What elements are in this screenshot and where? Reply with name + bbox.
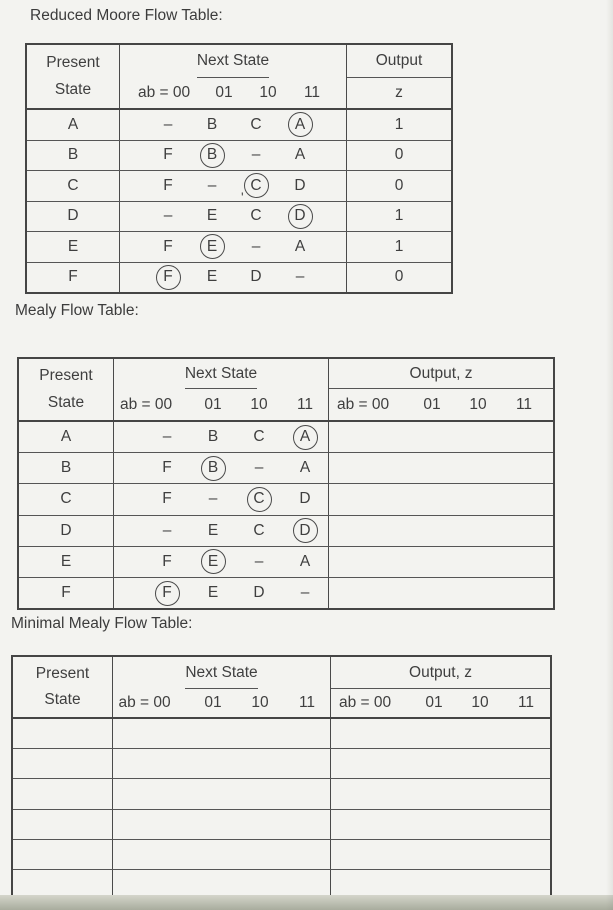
ab-00-label: ab = 00 (118, 694, 171, 711)
scan-artifact-mark: ' (241, 189, 244, 205)
output-header (329, 359, 553, 420)
next-00: F (162, 490, 172, 508)
moore-flow-table (25, 43, 453, 294)
output-cell (329, 422, 553, 452)
present-state-cell (13, 779, 112, 808)
next-11: D (288, 204, 313, 229)
present-state-cell: C (60, 490, 72, 508)
output-header (331, 657, 550, 717)
next-state-cells (113, 578, 329, 608)
next-state-cells (113, 453, 329, 483)
present-state-cell (13, 840, 112, 869)
ab-00-label: ab = 00 (337, 395, 390, 413)
next-11: – (300, 584, 310, 602)
output-combination-row (329, 389, 553, 420)
next-10: – (254, 459, 264, 477)
present-state-header (27, 45, 119, 108)
col-01-label: 01 (425, 694, 443, 711)
next-00: F (156, 265, 181, 290)
output-cell (329, 516, 553, 546)
table-row (27, 110, 451, 141)
next-01: E (201, 549, 226, 574)
output-cell: 0 (394, 146, 404, 164)
next-11: D (294, 176, 306, 194)
moore-table-header (27, 45, 451, 110)
next-state-label: Next State (185, 359, 257, 389)
next-state-cells (119, 232, 347, 262)
next-state-header (119, 45, 347, 108)
next-state-header (113, 359, 329, 420)
next-00: F (163, 176, 173, 194)
minimal-mealy-table-title: Minimal Mealy Flow Table: (11, 615, 193, 632)
next-state-label: Next State (185, 657, 257, 689)
next-state-cells (119, 171, 347, 201)
output-cell (329, 453, 553, 483)
table-row (27, 263, 451, 293)
next-01: B (206, 115, 218, 133)
output-label: Output (347, 45, 451, 78)
present-state-cell: D (67, 207, 79, 225)
next-11: A (288, 112, 313, 137)
output-cell (331, 719, 550, 748)
output-cell: 1 (394, 115, 404, 133)
output-combination-row (331, 689, 550, 717)
table-row (19, 516, 553, 547)
next-state-cells (113, 484, 329, 514)
ab-00-label: ab = 00 (339, 694, 392, 711)
col-10-label: 10 (469, 395, 487, 413)
present-state-cell: C (67, 176, 79, 194)
present-state-cell: B (60, 459, 72, 477)
next-01: – (208, 490, 218, 508)
next-00: F (155, 581, 180, 606)
empty-table-row (13, 719, 550, 749)
output-cell (329, 547, 553, 577)
scan-edge-shadow (0, 895, 613, 910)
output-cell (331, 810, 550, 839)
table-row (19, 484, 553, 515)
table-row (27, 232, 451, 263)
input-combination-row (132, 78, 334, 108)
next-00: F (163, 237, 173, 255)
next-state-cells (112, 719, 331, 748)
next-11: A (294, 146, 306, 164)
next-10: D (250, 268, 262, 286)
present-state-header (13, 657, 112, 717)
present-state-cell: E (67, 237, 79, 255)
next-10: C (247, 487, 272, 512)
next-state-cells (113, 516, 329, 546)
mealy-table-header (19, 359, 553, 422)
output-cell (329, 484, 553, 514)
input-combination-row (114, 389, 328, 420)
next-10: C (253, 521, 265, 539)
empty-table-row (13, 749, 550, 779)
next-11: A (293, 425, 318, 450)
next-01: E (206, 207, 218, 225)
next-10: C (253, 428, 265, 446)
present-state-cell: A (60, 428, 72, 446)
input-combination-row (113, 689, 331, 717)
next-01: B (207, 428, 219, 446)
next-11: A (294, 237, 306, 255)
present-label: Present (35, 665, 90, 682)
output-cell: 0 (394, 268, 404, 286)
next-10: C (250, 115, 262, 133)
table-row (19, 547, 553, 578)
next-11: – (295, 268, 305, 286)
minimal-table-header (13, 657, 550, 719)
present-state-cell: D (60, 521, 72, 539)
present-state-cell: B (67, 146, 79, 164)
state-label: State (54, 81, 92, 98)
next-00: – (162, 521, 172, 539)
table-row (19, 422, 553, 453)
empty-table-row (13, 840, 550, 870)
present-state-cell: E (60, 552, 72, 570)
next-01: – (207, 176, 217, 194)
output-label: Output, z (329, 359, 553, 389)
col-10-label: 10 (259, 84, 277, 101)
next-state-cells (112, 749, 331, 778)
next-01: B (201, 456, 226, 481)
output-cell (331, 840, 550, 869)
output-header (347, 45, 451, 108)
present-state-cell: A (67, 115, 79, 133)
next-01: E (207, 584, 219, 602)
col-10-label: 10 (250, 395, 268, 413)
table-row (27, 171, 451, 202)
col-01-label: 01 (215, 84, 233, 101)
empty-table-row (13, 779, 550, 809)
next-00: F (162, 459, 172, 477)
moore-table-title: Reduced Moore Flow Table: (30, 7, 223, 24)
col-11-label: 11 (303, 84, 321, 101)
col-01-label: 01 (423, 395, 441, 413)
next-state-cells (112, 840, 331, 869)
col-11-label: 11 (515, 395, 533, 413)
present-label: Present (46, 54, 100, 71)
next-10: D (253, 584, 265, 602)
next-11: D (299, 490, 311, 508)
mealy-table-title: Mealy Flow Table: (15, 302, 139, 319)
present-state-header (19, 359, 113, 420)
next-state-cells (112, 779, 331, 808)
table-row (27, 141, 451, 172)
col-11-label: 11 (296, 395, 314, 413)
ab-00-label: ab = 00 (120, 395, 173, 413)
next-00: – (163, 207, 173, 225)
next-state-cells (113, 547, 329, 577)
ab-00-label: ab = 00 (138, 84, 191, 101)
table-row (27, 202, 451, 233)
present-state-cell: F (61, 584, 71, 602)
next-state-header (112, 657, 331, 717)
next-00: F (163, 146, 173, 164)
col-10-label: 10 (471, 694, 489, 711)
mealy-flow-table (17, 357, 555, 610)
col-10-label: 10 (251, 694, 269, 711)
next-10: C (244, 173, 269, 198)
output-cell: 1 (394, 237, 404, 255)
next-state-cells (112, 810, 331, 839)
next-01: E (200, 234, 225, 259)
table-row (19, 453, 553, 484)
empty-table-row (13, 810, 550, 840)
next-state-cells (119, 110, 347, 140)
present-state-cell (13, 719, 112, 748)
present-state-cell: F (68, 268, 78, 286)
next-11: A (299, 552, 311, 570)
col-01-label: 01 (204, 395, 222, 413)
next-01: E (206, 268, 218, 286)
scan-edge-right-shadow (606, 0, 613, 910)
next-state-label: Next State (197, 45, 269, 78)
next-10: C (250, 207, 262, 225)
present-state-cell (13, 749, 112, 778)
output-cell (331, 779, 550, 808)
next-state-cells (119, 141, 347, 171)
output-z-label: z (395, 84, 403, 101)
next-state-cells (119, 263, 347, 293)
present-label: Present (39, 367, 93, 385)
table-row (19, 578, 553, 608)
col-11-label: 11 (298, 694, 316, 711)
output-cell (329, 578, 553, 608)
state-label: State (47, 393, 85, 411)
state-label: State (44, 691, 81, 708)
next-00: F (162, 552, 172, 570)
col-11-label: 11 (517, 694, 535, 711)
next-00: – (162, 428, 172, 446)
output-cell: 0 (394, 176, 404, 194)
next-state-cells (113, 422, 329, 452)
next-state-cells (119, 202, 347, 232)
next-10: – (254, 552, 264, 570)
minimal-mealy-flow-table (11, 655, 552, 901)
next-01: E (207, 521, 219, 539)
output-cell: 1 (394, 207, 404, 225)
next-11: A (299, 459, 311, 477)
next-11: D (293, 518, 318, 543)
next-10: – (251, 237, 261, 255)
output-cell (331, 749, 550, 778)
col-01-label: 01 (204, 694, 222, 711)
next-01: B (200, 143, 225, 168)
next-10: – (251, 146, 261, 164)
present-state-cell (13, 810, 112, 839)
output-label: Output, z (331, 657, 550, 689)
next-00: – (163, 115, 173, 133)
